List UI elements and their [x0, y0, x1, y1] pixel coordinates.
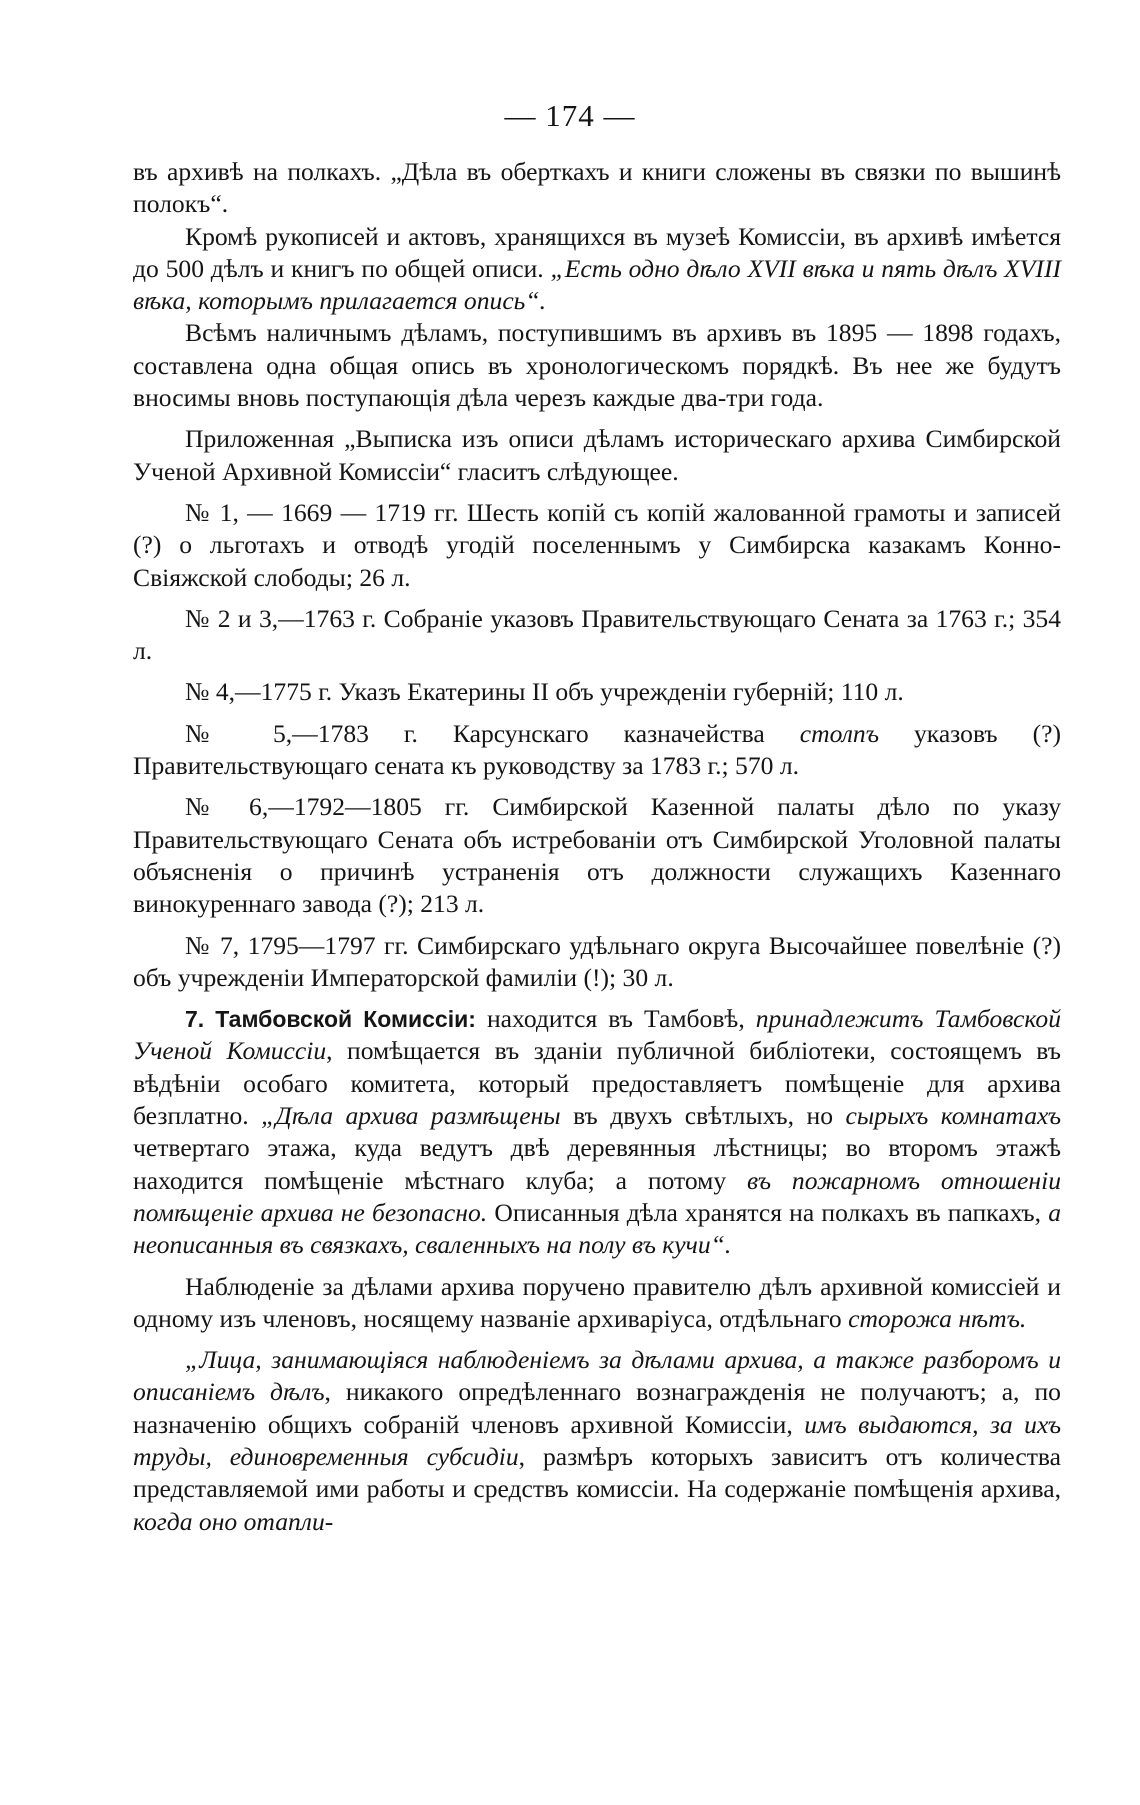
text-run: „Лица, занимающіяся наблюденіемъ за дѣлами архива, а также разборомъ и описаніемъ дѣлъ — [133, 1345, 1061, 1407]
paragraph — [133, 1344, 1061, 1538]
text-run: въ пожарномъ отношеніи помѣщеніе архива не безопасно. — [133, 1165, 1061, 1227]
text-run: принадлежитъ Тамбовской Ученой Комиссіи — [133, 1004, 1061, 1066]
paragraph — [133, 317, 1061, 414]
text-run: когда оно отапли- — [133, 1506, 334, 1536]
text-run: 7. Тамбовской Комиссіи: — [185, 1006, 476, 1033]
paragraph — [133, 930, 1061, 995]
text-run: сторожа нѣтъ. — [848, 1303, 1027, 1333]
paragraph — [133, 156, 1061, 221]
paragraph — [133, 603, 1061, 668]
text-run: „Дѣла архива размѣщены — [261, 1101, 561, 1131]
paragraph — [133, 423, 1061, 488]
paragraph — [133, 791, 1061, 920]
text-run: находится въ Тамбовѣ, — [475, 1004, 756, 1034]
text-run: Приложенная „Выписка изъ описи дѣламъ историческаго архива Симбирской Ученой Архивной Комиссіи“ гласитъ слѣдующее. — [133, 424, 1061, 486]
text-run: четвертаго этажа, куда ведутъ двѣ деревянныя лѣстницы; во второмъ этажѣ находится помѣщеніе мѣстнаго клуба; а потому — [133, 1133, 1061, 1195]
text-run: указовъ (?) Правительствующаго сената къ руководству за 1783 г.; 570 л. — [133, 718, 1061, 781]
text-run: № 1, — 1669 — 1719 гг. Шесть копій съ копій жалованной грамоты и записей (?) о льготахъ и отводѣ угодій поселеннымъ у Симбирска казакамъ Конно-Свіяжской слободы; 26 л. — [133, 497, 1061, 592]
text-run: Всѣмъ наличнымъ дѣламъ, поступившимъ въ архивъ въ 1895 — 1898 годахъ, составлена одна общая опись въ хронологическомъ порядкѣ. Въ нее же будутъ вносимы вновь поступающія дѣла черезъ каждые два-три года. — [133, 318, 1061, 413]
text-run: Описанныя дѣла хранятся на полкахъ въ папкахъ, — [487, 1197, 1049, 1227]
page-number: — 174 — — [504, 98, 636, 133]
paragraph — [133, 1003, 1061, 1261]
paragraph — [133, 1271, 1061, 1336]
text-run: „Есть одно дѣло XVII вѣка и пять дѣлъ XVIII вѣка, которымъ прилагается опись“. — [133, 253, 1061, 316]
text-run: № 5,—1783 г. Карсунскаго казначейства — [185, 718, 800, 748]
text-run: имъ выдаются, за ихъ труды, единовременныя субсидіи — [133, 1409, 1061, 1471]
text-run: , помѣщается въ зданіи публичной библіотеки, состоящемъ въ вѣдѣніи особаго комитета, который предоставляетъ помѣщеніе для архива безплатно. — [133, 1036, 1061, 1131]
text-run: , никакого опредѣленнаго вознагражденія не получаютъ; а, по назначенію общихъ собраній членовъ архивной Комиссіи, — [133, 1377, 1061, 1439]
text-run: въ архивѣ на полкахъ. „Дѣла въ оберткахъ и книги сложены въ связки по вышинѣ полокъ“. — [133, 157, 1061, 219]
paragraph — [133, 718, 1061, 783]
text-run: столпъ — [799, 718, 880, 748]
text-run: а неописанныя въ связкахъ, сваленныхъ на полу въ кучи“. — [133, 1197, 1061, 1260]
page-body — [133, 156, 1061, 1538]
text-run: № 6,—1792—1805 гг. Симбирской Казенной палаты дѣло по указу Правительствующаго Сената объ истребованіи отъ Симбирской Уголовной палаты объясненія о причинѣ устраненія отъ должности служащихъ Казеннаго винокуреннаго завода (?); 213 л. — [133, 792, 1061, 919]
text-run: № 4,—1775 г. Указъ Екатерины II объ учрежденіи губерній; 110 л. — [185, 677, 904, 707]
text-run: въ двухъ свѣтлыхъ, но — [560, 1101, 846, 1131]
text-run: сырыхъ комнатахъ — [845, 1101, 1061, 1131]
paragraph — [133, 676, 1061, 708]
text-run: , размѣръ которыхъ зависитъ отъ количества представляемой ими работы и средствъ комиссіи. На содержаніе помѣщенія архива, — [133, 1441, 1061, 1504]
text-run: № 2 и 3,—1763 г. Собраніе указовъ Правительствующаго Сената за 1763 г.; 354 л. — [133, 603, 1061, 666]
paragraph — [133, 497, 1061, 594]
text-run: № 7, 1795—1797 гг. Симбирскаго удѣльнаго округа Высочайшее повелѣніе (?) объ учрежденіи Императорской фамиліи (!); 30 л. — [133, 930, 1061, 992]
text-run: Наблюденіе за дѣлами архива поручено правителю дѣлъ архивной комиссіей и одному изъ членовъ, носящему названіе архиваріуса, отдѣльнаго — [133, 1271, 1061, 1333]
paragraph — [133, 221, 1061, 318]
text-run: Кромѣ рукописей и актовъ, хранящихся въ музеѣ Комиссіи, въ архивѣ имѣется до 500 дѣлъ и книгъ по общей описи. — [133, 221, 1061, 283]
